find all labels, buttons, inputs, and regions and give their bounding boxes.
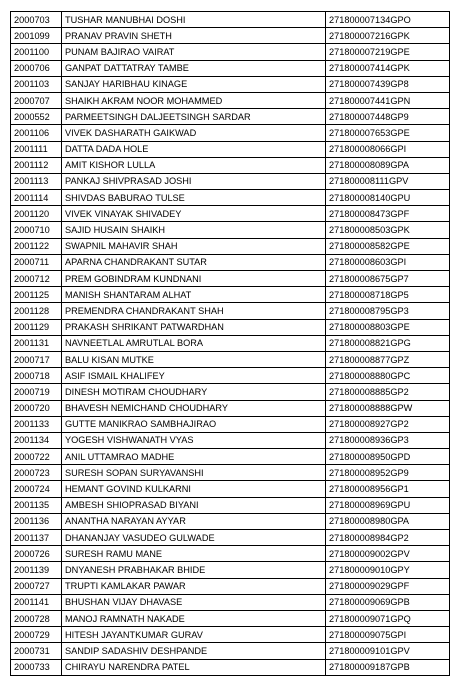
reference-number-cell: 271800007439GP8 <box>326 76 450 92</box>
member-name-cell: SHIVDAS BABURAO TULSE <box>62 190 326 206</box>
member-id-cell: 2000727 <box>11 578 62 594</box>
reference-number-cell: 271800009010GPY <box>326 562 450 578</box>
table-row <box>11 271 450 287</box>
member-id-cell: 2000552 <box>11 109 62 125</box>
reference-number-cell: 271800008582GPE <box>326 238 450 254</box>
member-id-cell: 2000717 <box>11 351 62 367</box>
reference-number-cell: 271800008111GPV <box>326 173 450 189</box>
member-name-cell: SHAIKH AKRAM NOOR MOHAMMED <box>62 92 326 108</box>
reference-number-cell: 271800008927GP2 <box>326 416 450 432</box>
member-name-cell: SANDIP SADASHIV DESHPANDE <box>62 643 326 659</box>
table-row <box>11 449 450 465</box>
reference-number-cell: 271800008503GPK <box>326 222 450 238</box>
table-row <box>11 254 450 270</box>
member-id-cell: 2000722 <box>11 449 62 465</box>
member-name-cell: DINESH MOTIRAM CHOUDHARY <box>62 384 326 400</box>
table-row <box>11 432 450 448</box>
member-name-cell: MANOJ RAMNATH NAKADE <box>62 610 326 626</box>
reference-number-cell: 271800008888GPW <box>326 400 450 416</box>
table-row <box>11 76 450 92</box>
reference-number-cell: 271800007219GPE <box>326 44 450 60</box>
member-id-cell: 2000706 <box>11 60 62 76</box>
member-id-cell: 2000703 <box>11 12 62 28</box>
table-row <box>11 190 450 206</box>
member-id-cell: 2000718 <box>11 368 62 384</box>
member-name-cell: HEMANT GOVIND KULKARNI <box>62 481 326 497</box>
member-name-cell: VIVEK DASHARATH GAIKWAD <box>62 125 326 141</box>
member-name-cell: APARNA CHANDRAKANT SUTAR <box>62 254 326 270</box>
table-row <box>11 416 450 432</box>
member-name-cell: ANIL UTTAMRAO MADHE <box>62 449 326 465</box>
member-id-cell: 2001114 <box>11 190 62 206</box>
table-row <box>11 141 450 157</box>
member-id-cell: 2001128 <box>11 303 62 319</box>
member-id-cell: 2001100 <box>11 44 62 60</box>
member-name-cell: ANANTHA NARAYAN AYYAR <box>62 513 326 529</box>
member-name-cell: PUNAM BAJIRAO VAIRAT <box>62 44 326 60</box>
reference-number-cell: 271800008140GPU <box>326 190 450 206</box>
member-id-cell: 2000719 <box>11 384 62 400</box>
member-id-cell: 2001131 <box>11 335 62 351</box>
member-name-cell: PARMEETSINGH DALJEETSINGH SARDAR <box>62 109 326 125</box>
table-row <box>11 303 450 319</box>
member-name-cell: DHANANJAY VASUDEO GULWADE <box>62 530 326 546</box>
member-name-cell: MANISH SHANTARAM ALHAT <box>62 287 326 303</box>
reference-number-cell: 271800008675GP7 <box>326 271 450 287</box>
table-row <box>11 643 450 659</box>
member-name-cell: YOGESH VISHWANATH VYAS <box>62 432 326 448</box>
member-name-cell: GANPAT DATTATRAY TAMBE <box>62 60 326 76</box>
table-row <box>11 530 450 546</box>
table-row <box>11 351 450 367</box>
member-name-cell: TRUPTI KAMLAKAR PAWAR <box>62 578 326 594</box>
member-name-cell: PREM GOBINDRAM KUNDNANI <box>62 271 326 287</box>
reference-number-cell: 271800008718GP5 <box>326 287 450 303</box>
reference-number-cell: 271800009101GPV <box>326 643 450 659</box>
member-id-cell: 2001137 <box>11 530 62 546</box>
member-name-cell: DATTA DADA HOLE <box>62 141 326 157</box>
table-row <box>11 594 450 610</box>
member-id-cell: 2000720 <box>11 400 62 416</box>
table-row <box>11 481 450 497</box>
member-id-cell: 2000707 <box>11 92 62 108</box>
table-row <box>11 60 450 76</box>
reference-number-cell: 271800007448GP9 <box>326 109 450 125</box>
reference-number-cell: 271800007653GPE <box>326 125 450 141</box>
reference-number-cell: 271800007216GPK <box>326 28 450 44</box>
table-row <box>11 659 450 675</box>
reference-number-cell: 271800007414GPK <box>326 60 450 76</box>
table-row <box>11 546 450 562</box>
reference-number-cell: 271800007441GPN <box>326 92 450 108</box>
member-id-cell: 2001125 <box>11 287 62 303</box>
reference-number-cell: 271800009069GPB <box>326 594 450 610</box>
member-name-cell: SAJID HUSAIN SHAIKH <box>62 222 326 238</box>
member-name-cell: ASIF ISMAIL KHALIFEY <box>62 368 326 384</box>
reference-number-cell: 271800008795GP3 <box>326 303 450 319</box>
table-row <box>11 28 450 44</box>
table-row <box>11 368 450 384</box>
member-id-cell: 2001120 <box>11 206 62 222</box>
member-name-cell: SURESH RAMU MANE <box>62 546 326 562</box>
reference-number-cell: 271800008936GP3 <box>326 432 450 448</box>
member-name-cell: GUTTE MANIKRAO SAMBHAJIRAO <box>62 416 326 432</box>
table-row <box>11 497 450 513</box>
table-row <box>11 44 450 60</box>
member-id-cell: 2000724 <box>11 481 62 497</box>
reference-number-cell: 271800008950GPD <box>326 449 450 465</box>
table-row <box>11 384 450 400</box>
member-name-cell: PRAKASH SHRIKANT PATWARDHAN <box>62 319 326 335</box>
member-name-cell: TUSHAR MANUBHAI DOSHI <box>62 12 326 28</box>
reference-number-cell: 271800008821GPG <box>326 335 450 351</box>
member-id-cell: 2001134 <box>11 432 62 448</box>
member-name-cell: VIVEK VINAYAK SHIVADEY <box>62 206 326 222</box>
reference-number-cell: 271800009075GPI <box>326 627 450 643</box>
reference-number-cell: 271800008877GPZ <box>326 351 450 367</box>
member-name-cell: PREMENDRA CHANDRAKANT SHAH <box>62 303 326 319</box>
roster-table-body <box>11 12 450 676</box>
table-row <box>11 157 450 173</box>
member-id-cell: 2000726 <box>11 546 62 562</box>
table-row <box>11 335 450 351</box>
reference-number-cell: 271800008885GP2 <box>326 384 450 400</box>
member-id-cell: 2000729 <box>11 627 62 643</box>
reference-number-cell: 271800008880GPC <box>326 368 450 384</box>
member-id-cell: 2001111 <box>11 141 62 157</box>
reference-number-cell: 271800009002GPV <box>326 546 450 562</box>
member-id-cell: 2000733 <box>11 659 62 675</box>
reference-number-cell: 271800008603GPI <box>326 254 450 270</box>
member-name-cell: BHUSHAN VIJAY DHAVASE <box>62 594 326 610</box>
table-row <box>11 92 450 108</box>
table-row <box>11 125 450 141</box>
reference-number-cell: 271800009071GPQ <box>326 610 450 626</box>
table-row <box>11 287 450 303</box>
member-name-cell: AMIT KISHOR LULLA <box>62 157 326 173</box>
reference-number-cell: 271800008984GP2 <box>326 530 450 546</box>
reference-number-cell: 271800008066GPI <box>326 141 450 157</box>
member-name-cell: SANJAY HARIBHAU KINAGE <box>62 76 326 92</box>
reference-number-cell: 271800008980GPA <box>326 513 450 529</box>
reference-number-cell: 271800008956GP1 <box>326 481 450 497</box>
reference-number-cell: 271800009029GPF <box>326 578 450 594</box>
member-name-cell: PANKAJ SHIVPRASAD JOSHI <box>62 173 326 189</box>
reference-number-cell: 271800007134GPO <box>326 12 450 28</box>
table-row <box>11 627 450 643</box>
reference-number-cell: 271800008473GPF <box>326 206 450 222</box>
member-id-cell: 2000710 <box>11 222 62 238</box>
member-name-cell: SWAPNIL MAHAVIR SHAH <box>62 238 326 254</box>
table-row <box>11 465 450 481</box>
member-id-cell: 2001141 <box>11 594 62 610</box>
member-id-cell: 2001135 <box>11 497 62 513</box>
table-row <box>11 109 450 125</box>
table-row <box>11 206 450 222</box>
member-id-cell: 2001122 <box>11 238 62 254</box>
member-id-cell: 2001106 <box>11 125 62 141</box>
member-name-cell: SURESH SOPAN SURYAVANSHI <box>62 465 326 481</box>
table-row <box>11 513 450 529</box>
reference-number-cell: 271800008969GPU <box>326 497 450 513</box>
table-row <box>11 610 450 626</box>
member-name-cell: AMBESH SHIOPRASAD BIYANI <box>62 497 326 513</box>
member-id-cell: 2000731 <box>11 643 62 659</box>
table-row <box>11 319 450 335</box>
member-id-cell: 2001113 <box>11 173 62 189</box>
member-name-cell: BALU KISAN MUTKE <box>62 351 326 367</box>
member-name-cell: NAVNEETLAL AMRUTLAL BORA <box>62 335 326 351</box>
table-row <box>11 222 450 238</box>
roster-table <box>10 11 450 676</box>
table-row <box>11 12 450 28</box>
table-row <box>11 578 450 594</box>
member-id-cell: 2001139 <box>11 562 62 578</box>
member-name-cell: DNYANESH PRABHAKAR BHIDE <box>62 562 326 578</box>
member-id-cell: 2001103 <box>11 76 62 92</box>
reference-number-cell: 271800008089GPA <box>326 157 450 173</box>
member-id-cell: 2001136 <box>11 513 62 529</box>
table-row <box>11 562 450 578</box>
table-row <box>11 400 450 416</box>
member-id-cell: 2000711 <box>11 254 62 270</box>
table-row <box>11 238 450 254</box>
member-name-cell: HITESH JAYANTKUMAR GURAV <box>62 627 326 643</box>
member-name-cell: BHAVESH NEMICHAND CHOUDHARY <box>62 400 326 416</box>
member-id-cell: 2001112 <box>11 157 62 173</box>
member-id-cell: 2001133 <box>11 416 62 432</box>
member-id-cell: 2000728 <box>11 610 62 626</box>
reference-number-cell: 271800008952GP9 <box>326 465 450 481</box>
reference-number-cell: 271800009187GPB <box>326 659 450 675</box>
member-id-cell: 2000712 <box>11 271 62 287</box>
member-id-cell: 2001129 <box>11 319 62 335</box>
reference-number-cell: 271800008803GPE <box>326 319 450 335</box>
table-row <box>11 173 450 189</box>
member-name-cell: PRANAV PRAVIN SHETH <box>62 28 326 44</box>
member-id-cell: 2000723 <box>11 465 62 481</box>
member-name-cell: CHIRAYU NARENDRA PATEL <box>62 659 326 675</box>
member-id-cell: 2001099 <box>11 28 62 44</box>
